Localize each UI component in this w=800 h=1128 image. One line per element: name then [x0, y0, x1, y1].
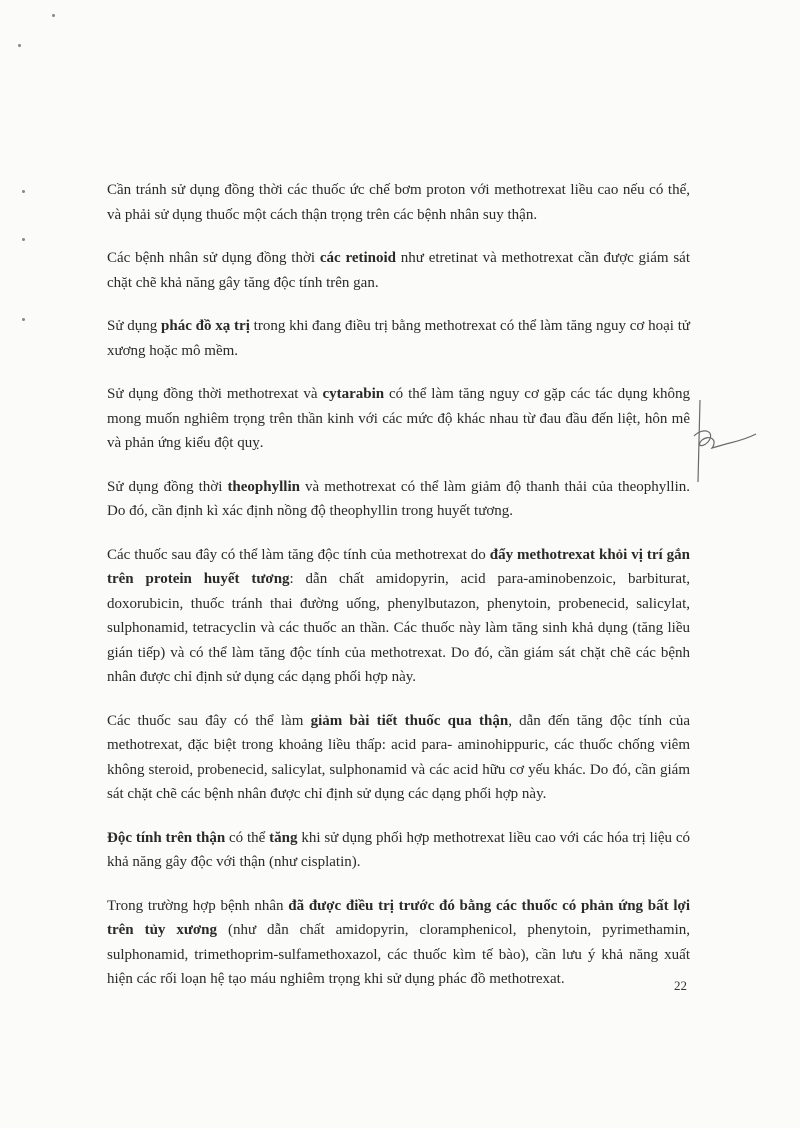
scan-speck [22, 190, 25, 193]
text-run: Sử dụng đồng thời [107, 478, 228, 495]
text-run: Các bệnh nhân sử dụng đồng thời [107, 250, 320, 266]
bold-text-run: phác đồ xạ trị [161, 318, 250, 334]
text-run: Trong trường hợp bệnh nhân [107, 897, 289, 914]
bold-text-run: đẩy methotrexat khỏi vị trí gắn trên protein huyết tương [107, 546, 690, 587]
paragraph [107, 543, 690, 690]
text-run: , dẫn đến tăng độc tính của methotrexat, đặc biệt trong khoảng liều thấp: acid para- aminohippuric, các thuốc chống viêm không steroid, probenecid, salicylat, sulphonamid và các acid hữu cơ yếu khác. Do đó, cần giám sát chặt chẽ các bệnh nhân được chỉ định sử dụng các dạng phối hợp này. [107, 712, 690, 802]
text-run: Cần tránh sử dụng đồng thời các thuốc ức chế bơm proton với methotrexat liều cao nếu có thể, và phải sử dụng thuốc một cách thận trọng trên các bệnh nhân suy thận. [107, 182, 690, 223]
page-number: 22 [674, 978, 687, 993]
text-run: (như dẫn chất amidopyrin, cloramphenicol, phenytoin, pyrimethamin, sulphonamid, trimethoprim-sulfamethoxazol, các thuốc kìm tế bào), cần lưu ý khả năng xuất hiện các rối loạn hệ tạo máu nghiêm trọng khi sử dụng phác đồ methotrexat. [107, 922, 690, 987]
bold-text-run: tăng [269, 829, 298, 846]
handwritten-signature-icon [688, 396, 758, 486]
paragraph [107, 894, 690, 992]
scan-speck [22, 318, 25, 321]
paragraph [107, 246, 690, 295]
text-run: Sử dụng [107, 318, 162, 334]
text-run: Các thuốc sau đây có thể làm [107, 712, 311, 729]
scan-speck [18, 44, 21, 47]
text-run: có thể làm tăng nguy cơ gặp các tác dụng không mong muốn nghiêm trọng trên thần kinh với các mức độ khác nhau từ đau đầu đến liệt, hôn mê và phản ứng kiểu đột quỵ. [107, 386, 690, 451]
text-run: và methotrexat có thể làm giảm độ thanh thải của theophyllin. Do đó, cần định kì xác định nồng độ theophyllin trong huyết tương. [107, 478, 690, 519]
paragraph [107, 709, 690, 807]
bold-text-run: giảm bài tiết thuốc qua thận [310, 712, 509, 729]
bold-text-run: Độc tính trên thận [107, 829, 226, 846]
text-run: Sử dụng đồng thời methotrexat và [107, 386, 323, 402]
paragraph [107, 178, 690, 227]
text-run: Các thuốc sau đây có thể làm tăng độc tính của methotrexat do [107, 546, 490, 563]
scan-speck [22, 238, 25, 241]
paragraph [107, 826, 690, 875]
text-run: trong khi đang điều trị bằng methotrexat có thể làm tăng nguy cơ hoại tử xương hoặc mô mềm. [107, 318, 690, 359]
bold-text-run: đã được điều trị trước đó bằng các thuốc có phản ứng bất lợi trên tủy xương [107, 897, 690, 938]
scan-speck [52, 14, 55, 17]
paragraph [107, 314, 690, 363]
bold-text-run: theophyllin [227, 478, 300, 495]
text-run: khi sử dụng phối hợp methotrexat liều cao với các hóa trị liệu có khả năng gây độc với thận (như cisplatin). [107, 829, 691, 870]
text-run: như etretinat và methotrexat cần được giám sát chặt chẽ khả năng gây tăng độc tính trên gan. [107, 250, 690, 291]
paragraph [107, 382, 690, 456]
text-run: : dẫn chất amidopyrin, acid para-aminobenzoic, barbiturat, doxorubicin, thuốc tránh thai đường uống, phenylbutazon, phenytoin, probenecid, salicylat, sulphonamid, tetracyclin và các thuốc an thần. Các thuốc này làm tăng sinh khả dụng (tăng liều gián tiếp) và có thể làm tăng độc tính của methotrexat. Do đó, cần giám sát chặt chẽ các bệnh nhân được chỉ định sử dụng các dạng phối hợp này. [107, 571, 691, 685]
document-body [107, 178, 690, 1011]
bold-text-run: cytarabin [322, 386, 385, 402]
paragraph [107, 475, 690, 524]
text-run: có thể [225, 829, 270, 846]
bold-text-run: các retinoid [319, 250, 396, 266]
